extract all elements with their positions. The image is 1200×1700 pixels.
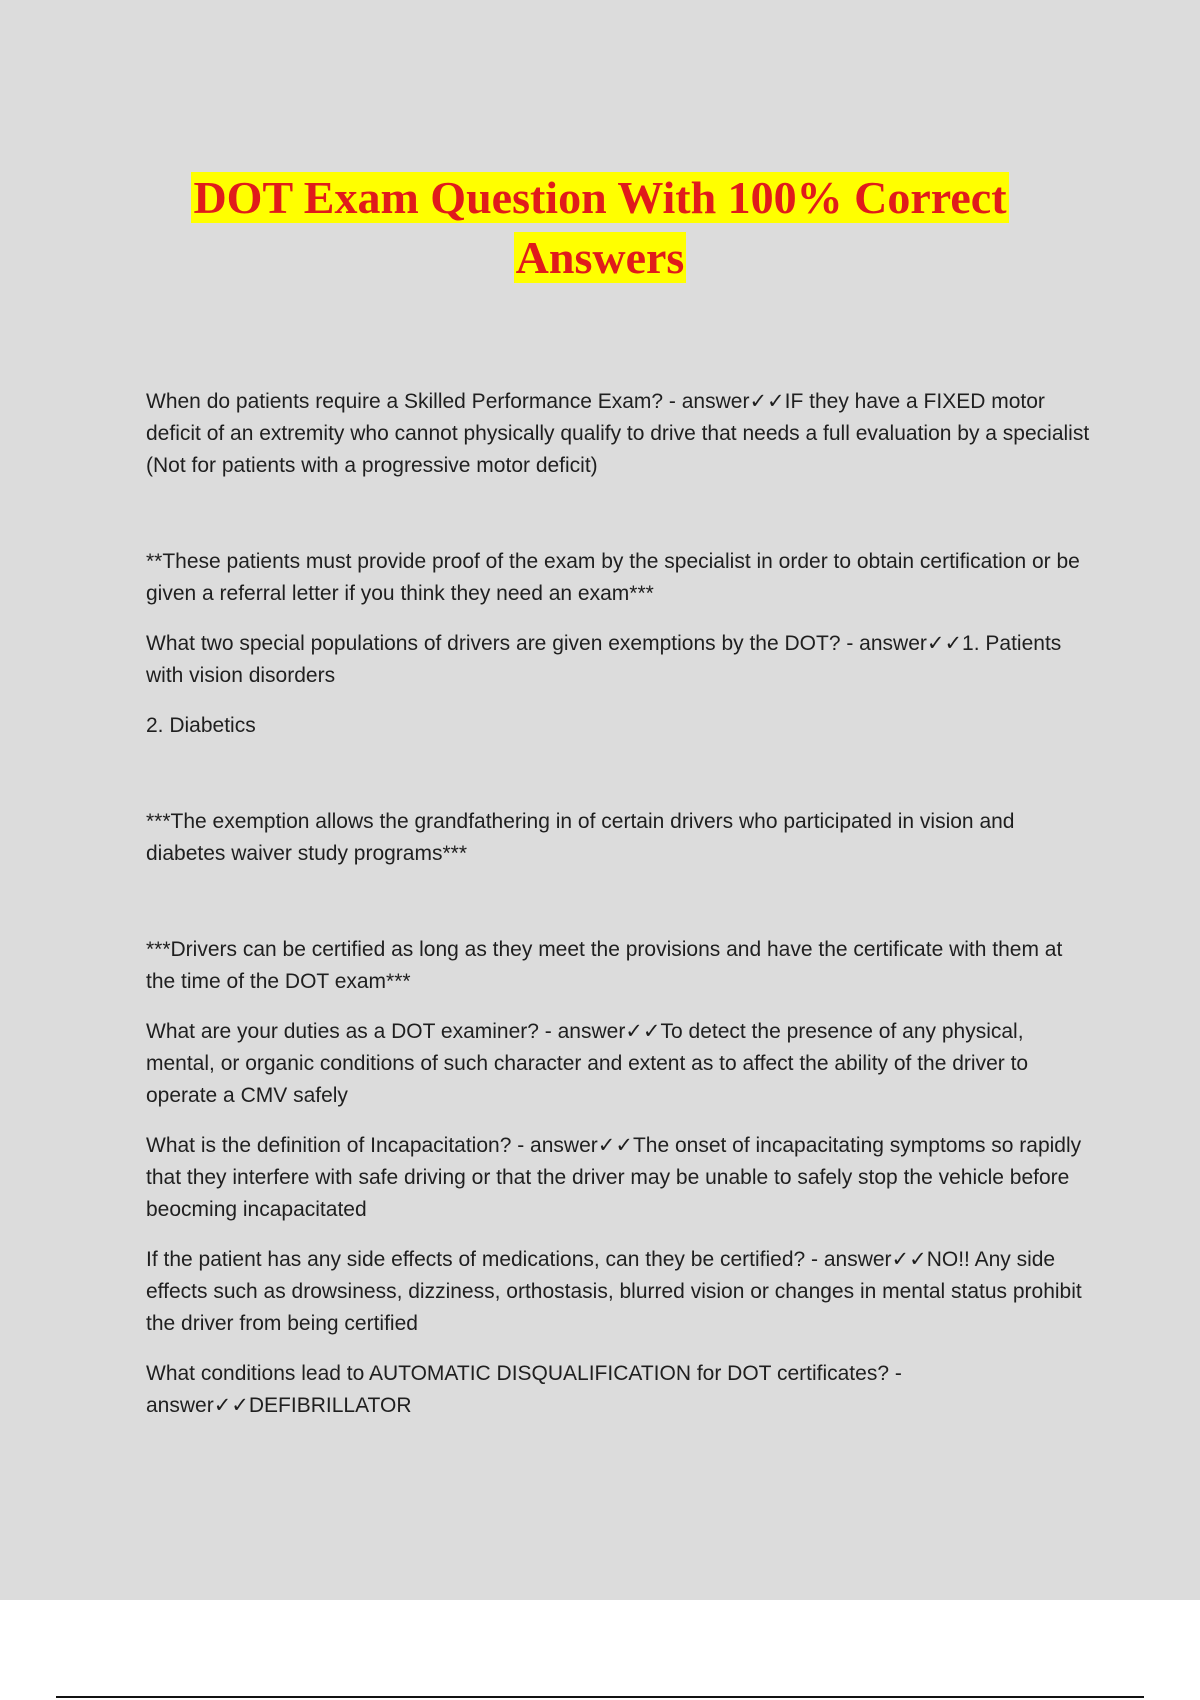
title-line-2: [0, 228, 1200, 288]
paragraph: What are your duties as a DOT examiner? - answer✓✓To detect the presence of any physical, mental, or organic conditions of such character and extent as to affect the ability of the driver to operate a CMV safely: [146, 1020, 1029, 1107]
paragraph: What is the definition of Incapacitation? - answer✓✓The onset of incapacitating symptoms so rapidly that they interfere with safe driving or that the driver may be unable to safely stop the vehicle before beocming incapacitated: [146, 1134, 1082, 1221]
title-line-1: [0, 168, 1200, 228]
document-body: [146, 386, 1096, 1440]
bottom-divider: [56, 1696, 1144, 1698]
paragraph: If the patient has any side effects of medications, can they be certified? - answer✓✓NO!! Any side effects such as drowsiness, dizziness, orthostasis, blurred vision or changes in mental status prohibit the driver from being certified: [146, 1248, 1082, 1335]
paragraph: ***The exemption allows the grandfathering in of certain drivers who participated in vision and diabetes waiver study programs***: [146, 810, 1015, 865]
paragraph: What conditions lead to AUTOMATIC DISQUALIFICATION for DOT certificates? - answer✓✓DEFIBRILLATOR: [146, 1362, 902, 1417]
paragraph: **These patients must provide proof of the exam by the specialist in order to obtain certification or be given a referral letter if you think they need an exam***: [146, 550, 1080, 605]
paragraph: When do patients require a Skilled Performance Exam? - answer✓✓IF they have a FIXED motor deficit of an extremity who cannot physically qualify to drive that needs a full evaluation by a specialist (Not for patients with a progressive motor deficit): [146, 390, 1090, 477]
document-title: [0, 168, 1200, 288]
paragraph: What two special populations of drivers are given exemptions by the DOT? - answer✓✓1. Patients with vision disorders: [146, 632, 1062, 687]
title-text-1: DOT Exam Question With 100% Correct: [193, 172, 1007, 223]
paragraph: 2. Diabetics: [146, 714, 256, 737]
paragraph: ***Drivers can be certified as long as they meet the provisions and have the certificate with them at the time of the DOT exam***: [146, 938, 1063, 993]
title-text-2: Answers: [515, 232, 685, 283]
